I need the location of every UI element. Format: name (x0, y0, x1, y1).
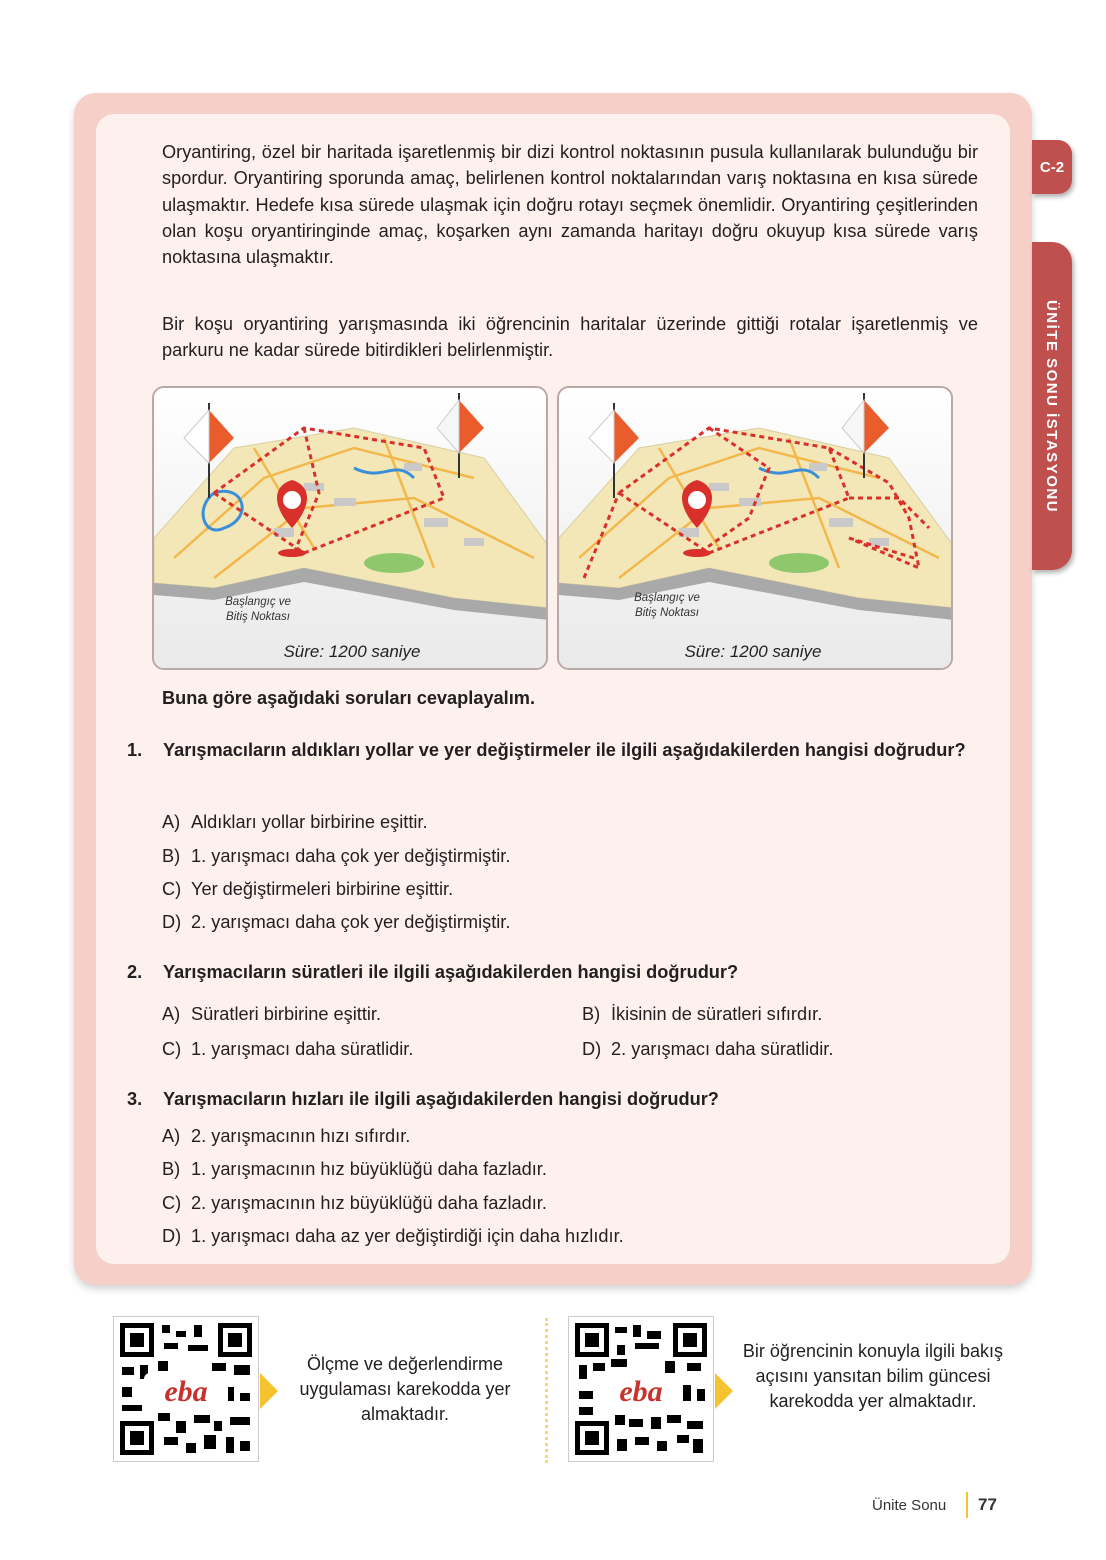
option-letter: A) (162, 1004, 181, 1024)
option-letter: C) (162, 879, 182, 899)
question-text: Yarışmacıların hızları ile ilgili aşağıdakilerden hangisi doğrudur? (163, 1089, 719, 1109)
map-illustration-1 (154, 388, 548, 670)
option-letter: B) (162, 1159, 181, 1179)
side-tab-code (1032, 140, 1072, 194)
question-number: 3. (127, 1089, 143, 1109)
option-c[interactable] (162, 1193, 547, 1214)
option-text: 2. yarışmacı daha süratlidir. (611, 1039, 834, 1059)
qr-code-icon (114, 1317, 258, 1461)
qr-code-assessment[interactable] (113, 1316, 259, 1462)
intro-paragraph-2: Bir koşu oryantiring yarışmasında iki öğrencinin haritalar üzerinde gittiği rotalar işaretlenmiş ve parkuru ne kadar sürede bitirdikleri belirlenmiştir. (162, 314, 978, 361)
side-tab-code-label: C-2 (1039, 158, 1065, 176)
pointer-arrow-icon (715, 1373, 733, 1409)
option-text: Aldıkları yollar birbirine eşittir. (191, 812, 428, 832)
option-letter: A) (162, 812, 181, 832)
option-letter: B) (582, 1004, 601, 1024)
map-caption-line1: Başlangıç ve (634, 592, 700, 604)
qr-divider (545, 1318, 548, 1463)
option-d[interactable] (162, 912, 510, 933)
option-text: 1. yarışmacının hız büyüklüğü daha fazladır. (191, 1159, 547, 1179)
side-tab-section-label: ÜNİTE SONU İSTASYONU (1043, 299, 1061, 513)
map-caption-line1: Başlangıç ve (225, 596, 291, 608)
side-tab-section (1032, 242, 1072, 570)
route-map-2 (557, 386, 953, 670)
option-letter: C) (162, 1039, 182, 1059)
question-number: 2. (127, 962, 143, 982)
option-b[interactable] (162, 846, 510, 867)
option-a[interactable] (162, 1004, 381, 1025)
option-text: İkisinin de süratleri sıfırdır. (611, 1004, 823, 1024)
map-duration: Süre: 1200 saniye (283, 642, 421, 661)
option-c[interactable] (162, 1039, 413, 1060)
question-2 (127, 959, 987, 985)
qr-code-science-diary[interactable] (568, 1316, 714, 1462)
route-map-1 (152, 386, 548, 670)
option-text: 2. yarışmacının hızı sıfırdır. (191, 1126, 411, 1146)
eba-logo-text: eba (164, 1375, 208, 1408)
footer-section-label: Ünite Sonu (872, 1497, 947, 1514)
map-caption-line2: Bitiş Noktası (226, 611, 290, 623)
option-text: 2. yarışmacının hız büyüklüğü daha fazladır. (191, 1193, 547, 1213)
option-letter: C) (162, 1193, 182, 1213)
option-text: 1. yarışmacı daha az yer değiştirdiği için daha hızlıdır. (191, 1226, 624, 1246)
option-text: Süratleri birbirine eşittir. (191, 1004, 382, 1024)
map-illustration-2 (559, 388, 953, 670)
option-letter: D) (162, 912, 182, 932)
option-d[interactable] (582, 1039, 833, 1060)
question-text: Yarışmacıların süratleri ile ilgili aşağıdakilerden hangisi doğrudur? (163, 962, 739, 982)
option-letter: A) (162, 1126, 181, 1146)
option-text: 2. yarışmacı daha çok yer değiştirmiştir. (191, 912, 511, 932)
map-duration: Süre: 1200 saniye (684, 642, 822, 661)
pointer-arrow-icon (260, 1373, 278, 1409)
question-number: 1. (127, 740, 143, 760)
option-a[interactable] (162, 812, 428, 833)
option-letter: B) (162, 846, 181, 866)
eba-logo-text: eba (619, 1375, 663, 1408)
option-text: 1. yarışmacı daha süratlidir. (191, 1039, 414, 1059)
option-b[interactable] (582, 1004, 822, 1025)
question-1 (127, 737, 987, 763)
option-c[interactable] (162, 879, 453, 900)
option-b[interactable] (162, 1159, 547, 1180)
option-text: 1. yarışmacı daha çok yer değiştirmiştir. (191, 846, 511, 866)
footer-separator (966, 1492, 968, 1518)
option-a[interactable] (162, 1126, 410, 1147)
option-text: Yer değiştirmeleri birbirine eşittir. (191, 879, 454, 899)
option-d[interactable] (162, 1226, 624, 1247)
question-text: Yarışmacıların aldıkları yollar ve yer değiştirmeler ile ilgili aşağıdakilerden hangisi doğrudur? (163, 740, 966, 760)
qr-description-2: Bir öğrencinin konuyla ilgili bakış açısını yansıtan bilim güncesi karekodda yer almaktadır. (742, 1341, 1004, 1411)
qr-description-1: Ölçme ve değerlendirme uygulaması karekodda yer almaktadır. (299, 1354, 511, 1424)
option-letter: D) (162, 1226, 182, 1246)
page-number: 77 (978, 1495, 997, 1514)
qr-code-icon (569, 1317, 713, 1461)
question-3 (127, 1086, 987, 1112)
map-caption-line2: Bitiş Noktası (635, 607, 699, 619)
option-letter: D) (582, 1039, 602, 1059)
questions-lead: Buna göre aşağıdaki soruları cevaplayalım. (162, 688, 536, 708)
intro-paragraph-1: Oryantiring, özel bir haritada işaretlenmiş bir dizi kontrol noktasının pusula kullanılarak bulunduğu bir spordur. Oryantiring sporunda amaç, belirlenen kontrol noktalarından varış noktasına en kısa sürede ulaşmaktır. Hedefe kısa sürede ulaşmak için doğru rotayı seçmek önemlidir. Oryantiring çeşitlerinden olan koşu oryantiringinde amaç, koşarken aynı zamanda haritayı doğru okuyup kısa sürede varış noktasına ulaşmaktır. (162, 142, 978, 268)
